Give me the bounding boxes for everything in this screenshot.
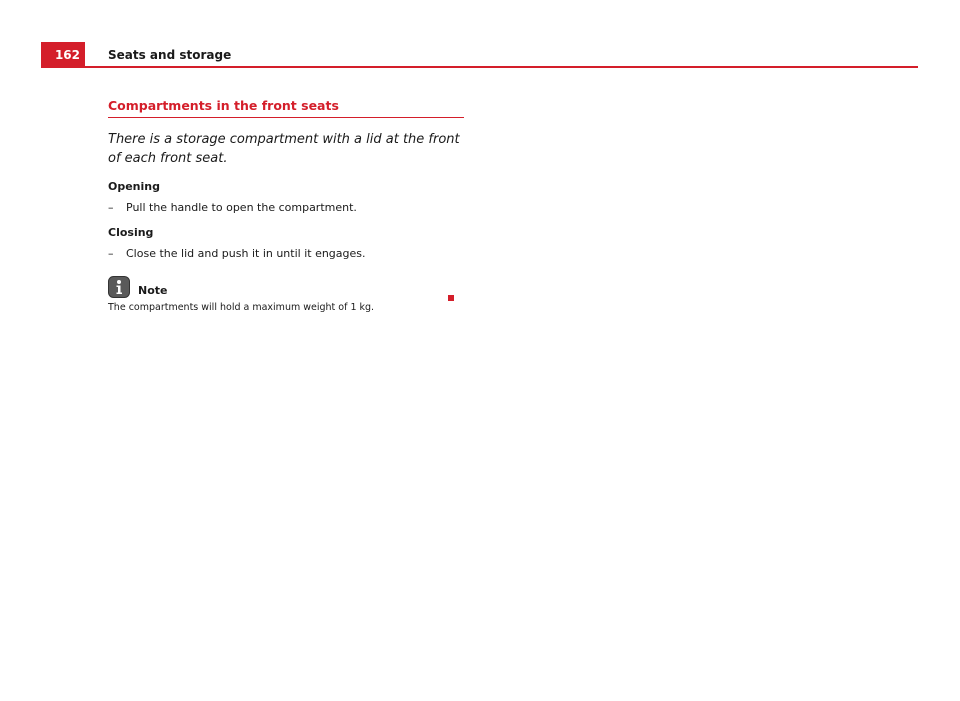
step-marker: – bbox=[108, 201, 114, 214]
main-content bbox=[108, 98, 464, 313]
subheading-opening: Opening bbox=[108, 180, 160, 193]
section-title: Seats and storage bbox=[108, 48, 232, 62]
note-label: Note bbox=[138, 284, 168, 297]
page-heading: Compartments in the front seats bbox=[108, 98, 464, 118]
intro-paragraph: There is a storage compartment with a lid at the front of each front seat. bbox=[108, 132, 460, 166]
note-block bbox=[108, 276, 464, 313]
end-of-section-marker bbox=[448, 295, 454, 301]
page-number: 162 bbox=[41, 42, 85, 67]
note-text: The compartments will hold a maximum weight of 1 kg. bbox=[108, 302, 375, 313]
subheading-closing: Closing bbox=[108, 226, 154, 239]
header-rule bbox=[41, 66, 918, 68]
step-opening bbox=[108, 201, 464, 214]
step-opening-text: Pull the handle to open the compartment. bbox=[126, 201, 357, 214]
step-marker: – bbox=[108, 247, 114, 260]
step-closing bbox=[108, 247, 464, 260]
note-header bbox=[108, 276, 464, 298]
page-header bbox=[41, 42, 918, 67]
step-closing-text: Close the lid and push it in until it engages. bbox=[126, 247, 366, 260]
info-icon bbox=[108, 276, 130, 298]
